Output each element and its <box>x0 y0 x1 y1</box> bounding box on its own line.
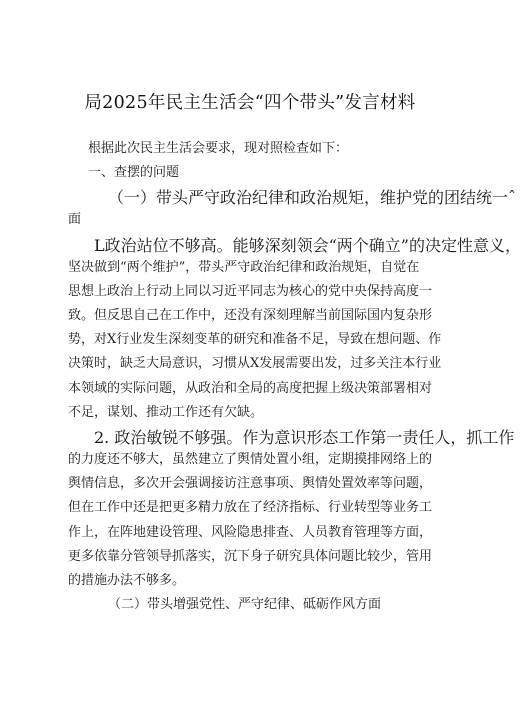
problem-item-2 <box>68 425 515 593</box>
section-heading-problems: 一、查摆的问题 <box>88 165 180 181</box>
sub-heading-1 <box>68 185 517 232</box>
intro-paragraph: 根据此次民主生活会要求，现对照检查如下： <box>88 141 349 156</box>
paragraph-line: 2. 政治敏锐不够强。作为意识形态工作第一责任人，抓工作 <box>94 428 515 448</box>
paragraph-line: 舆情信息，多次开会强调接访注意事项、舆情处置效率等问题， <box>68 476 433 492</box>
sub-heading-2: （二）带头增强党性、严守纪律、砥砺作风方面 <box>108 597 382 613</box>
paragraph-line: 的力度还不够大，虽然建立了舆情处置小组，定期摸排网络上的 <box>68 452 433 468</box>
problem-item-1 <box>68 233 521 425</box>
paragraph-line: 不足，谋划、推动工作还有欠缺。 <box>68 404 264 420</box>
paragraph-line: 的措施办法不够多。 <box>68 573 186 589</box>
paragraph-line: 本领域的实际问题，从政治和全局的高度把握上级决策部署相对 <box>68 380 433 396</box>
sub-heading-1-line: （一）带头严守政治纪律和政治规矩，维护党的团结统一ˆ <box>108 188 517 208</box>
document-title: 局2025年民主生活会“四个带头”发言材料 <box>84 93 416 113</box>
paragraph-line: L政治站位不够高。能够深刻领会“两个确立”的决定性意义， <box>94 235 521 255</box>
paragraph-line: 势，对X行业发生深刻变革的研究和准备不足，导致在想问题、作 <box>68 332 442 348</box>
paragraph-line: 作上，在阵地建设管理、风险隐患排查、人员教育管理等方面， <box>68 524 433 540</box>
paragraph-line: 决策时，缺乏大局意识，习惯从X发展需要出发，过多关注本行业 <box>68 356 442 372</box>
sub-heading-1-line: 面 <box>68 212 82 228</box>
paragraph-line: 更多依靠分管领导抓落实，沉下身子研究具体问题比较少，管用 <box>68 548 433 564</box>
paragraph-line: 思想上政治上行动上同以习近平同志为核心的党中央保持高度一 <box>68 283 433 299</box>
paragraph-line: 但在工作中还是把更多精力放在了经济指标、行业转型等业务工 <box>68 500 433 516</box>
paragraph-line: 坚决做到“两个维护”，带头严守政治纪律和政治规矩，自觉在 <box>68 259 420 275</box>
paragraph-line: 致。但反思自己在工作中，还没有深刻理解当前国际国内复杂形 <box>68 308 433 324</box>
